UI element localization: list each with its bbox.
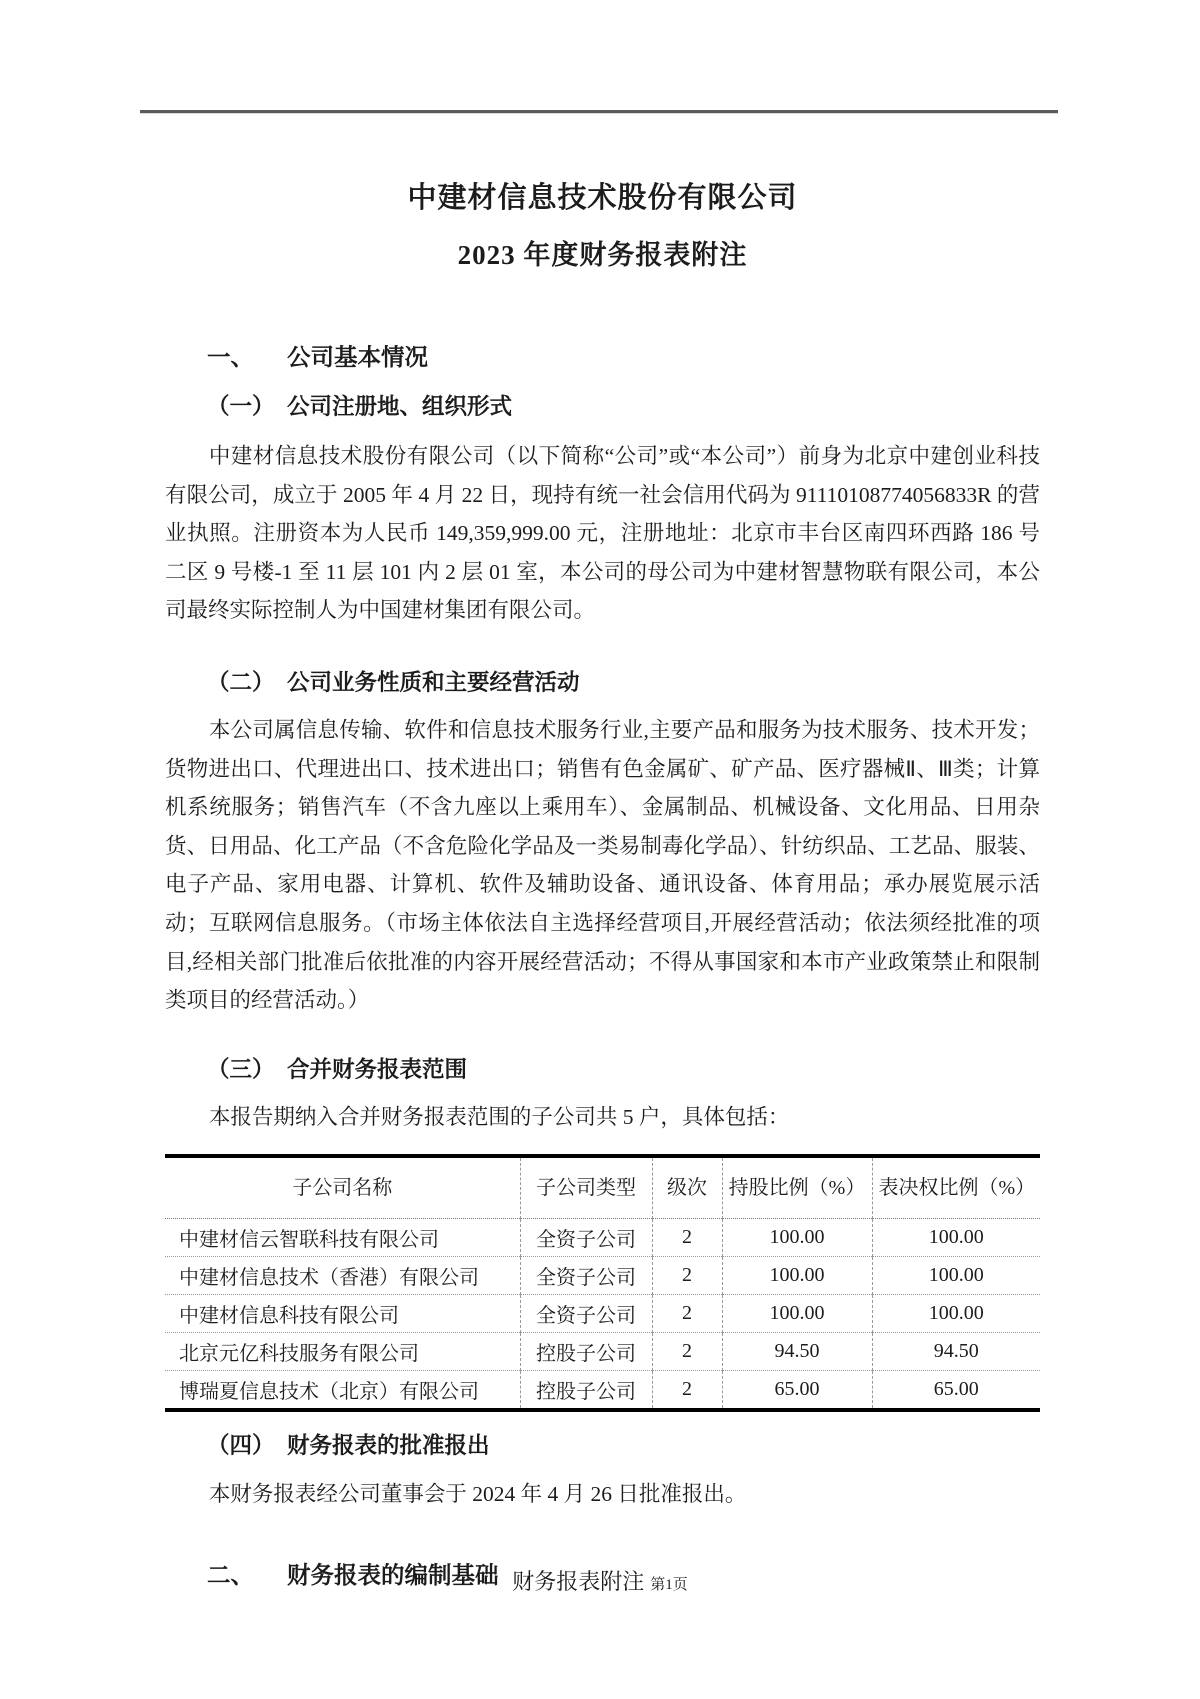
- table-cell: 2: [652, 1219, 722, 1257]
- table-row: [165, 1295, 1040, 1333]
- subsection-4-paragraph: 本财务报表经公司董事会于 2024 年 4 月 26 日批准报出。: [208, 1482, 747, 1507]
- table-cell: 100.00: [722, 1257, 872, 1295]
- section-one-number: 一、: [207, 344, 254, 370]
- subsection-2-title: 公司业务性质和主要经营活动: [287, 669, 580, 695]
- subsidiaries-table: [165, 1154, 1040, 1412]
- subsidiary-name-cell: 中建材信云智联科技有限公司: [165, 1219, 520, 1257]
- table-row: [165, 1371, 1040, 1411]
- table-header-cell: 子公司类型: [520, 1156, 652, 1219]
- subsection-3-heading: [207, 1055, 1040, 1085]
- section-one-heading: [207, 342, 1040, 372]
- subsection-3-number: （三）: [207, 1056, 275, 1082]
- table-cell: 100.00: [872, 1219, 1040, 1257]
- table-header-cell: 表决权比例（%）: [872, 1156, 1040, 1219]
- table-cell: 控股子公司: [520, 1371, 652, 1411]
- subsection-2-number: （二）: [207, 669, 275, 695]
- table-cell: 2: [652, 1257, 722, 1295]
- table-cell: 2: [652, 1295, 722, 1333]
- table-cell: 全资子公司: [520, 1295, 652, 1333]
- subsection-3-paragraph: 本报告期纳入合并财务报表范围的子公司共 5 户，具体包括：: [208, 1104, 790, 1129]
- table-cell: 100.00: [722, 1219, 872, 1257]
- section-two-title: 财务报表的编制基础: [287, 1561, 499, 1588]
- subsection-1-paragraph: 中建材信息技术股份有限公司（以下简称“公司”或“本公司”）前身为北京中建创业科技有限公司，成立于 2005 年 4 月 22 日，现持有统一社会信用代码为 91110108774056833R 的营业执照。注册资本为人民币 149,359,999.00 元，注册地址：北京市丰台区南四环西路 186 号二区 9 号楼-1 至 11 层 101 内 2 层 01 室，本公司的母公司为中建材智慧物联有限公司，本公司最终实际控制人为中国建材集团有限公司。: [165, 444, 1040, 623]
- footer-label: 财务报表附注: [512, 1569, 645, 1594]
- subsection-2-heading: [207, 668, 1040, 698]
- table-cell: 100.00: [872, 1257, 1040, 1295]
- subsection-4-title: 财务报表的批准报出: [287, 1433, 490, 1459]
- table-cell: 2: [652, 1371, 722, 1411]
- table-cell: 控股子公司: [520, 1333, 652, 1371]
- table-cell: 94.50: [722, 1333, 872, 1371]
- table-header-row: [165, 1156, 1040, 1219]
- document-subtitle: 2023 年度财务报表附注: [457, 240, 748, 270]
- document-title: 中建材信息技术股份有限公司: [407, 182, 798, 214]
- section-two-number: 二、: [207, 1561, 254, 1588]
- table-cell: 100.00: [722, 1295, 872, 1333]
- subsection-2-paragraph: 本公司属信息传输、软件和信息技术服务行业,主要产品和服务为技术服务、技术开发；货物进出口、代理进出口、技术进出口；销售有色金属矿、矿产品、医疗器械Ⅱ、Ⅲ类；计算机系统服务；销售汽车（不含九座以上乘用车）、金属制品、机械设备、文化用品、日用杂货、日用品、化工产品（不含危险化学品及一类易制毒化学品）、针纺织品、工艺品、服装、电子产品、家用电器、计算机、软件及辅助设备、通讯设备、体育用品；承办展览展示活动；互联网信息服务。（市场主体依法自主选择经营项目,开展经营活动；依法须经批准的项目,经相关部门批准后依批准的内容开展经营活动；不得从事国家和本市产业政策禁止和限制类项目的经营活动。）: [165, 717, 1040, 1013]
- table-row: [165, 1219, 1040, 1257]
- table-row: [165, 1333, 1040, 1371]
- table-row: [165, 1257, 1040, 1295]
- page-footer: [0, 1565, 1200, 1596]
- table-cell: 全资子公司: [520, 1219, 652, 1257]
- header-rule: [140, 110, 1058, 114]
- table-header-cell: 子公司名称: [165, 1156, 520, 1219]
- subsection-1-title: 公司注册地、组织形式: [287, 394, 513, 419]
- table-cell: 65.00: [722, 1371, 872, 1411]
- subsection-3-title: 合并财务报表范围: [287, 1056, 468, 1082]
- table-cell: 65.00: [872, 1371, 1040, 1411]
- subsection-4-heading: [207, 1431, 1040, 1461]
- subsidiary-name-cell: 北京元亿科技服务有限公司: [165, 1333, 520, 1371]
- subsidiary-name-cell: 中建材信息科技有限公司: [165, 1295, 520, 1333]
- subsection-1-number: （一）: [207, 394, 275, 419]
- table-cell: 100.00: [872, 1295, 1040, 1333]
- subsection-4-number: （四）: [207, 1433, 275, 1459]
- table-cell: 94.50: [872, 1333, 1040, 1371]
- subsection-1-heading: [207, 392, 1040, 422]
- table-header-cell: 持股比例（%）: [722, 1156, 872, 1219]
- section-one-title: 公司基本情况: [287, 344, 428, 370]
- table-header-cell: 级次: [652, 1156, 722, 1219]
- subsidiary-name-cell: 中建材信息技术（香港）有限公司: [165, 1257, 520, 1295]
- footer-page-number: 第1页: [650, 1577, 688, 1593]
- table-cell: 2: [652, 1333, 722, 1371]
- table-cell: 全资子公司: [520, 1257, 652, 1295]
- subsidiary-name-cell: 博瑞夏信息技术（北京）有限公司: [179, 1381, 479, 1404]
- table-body: [165, 1219, 1040, 1411]
